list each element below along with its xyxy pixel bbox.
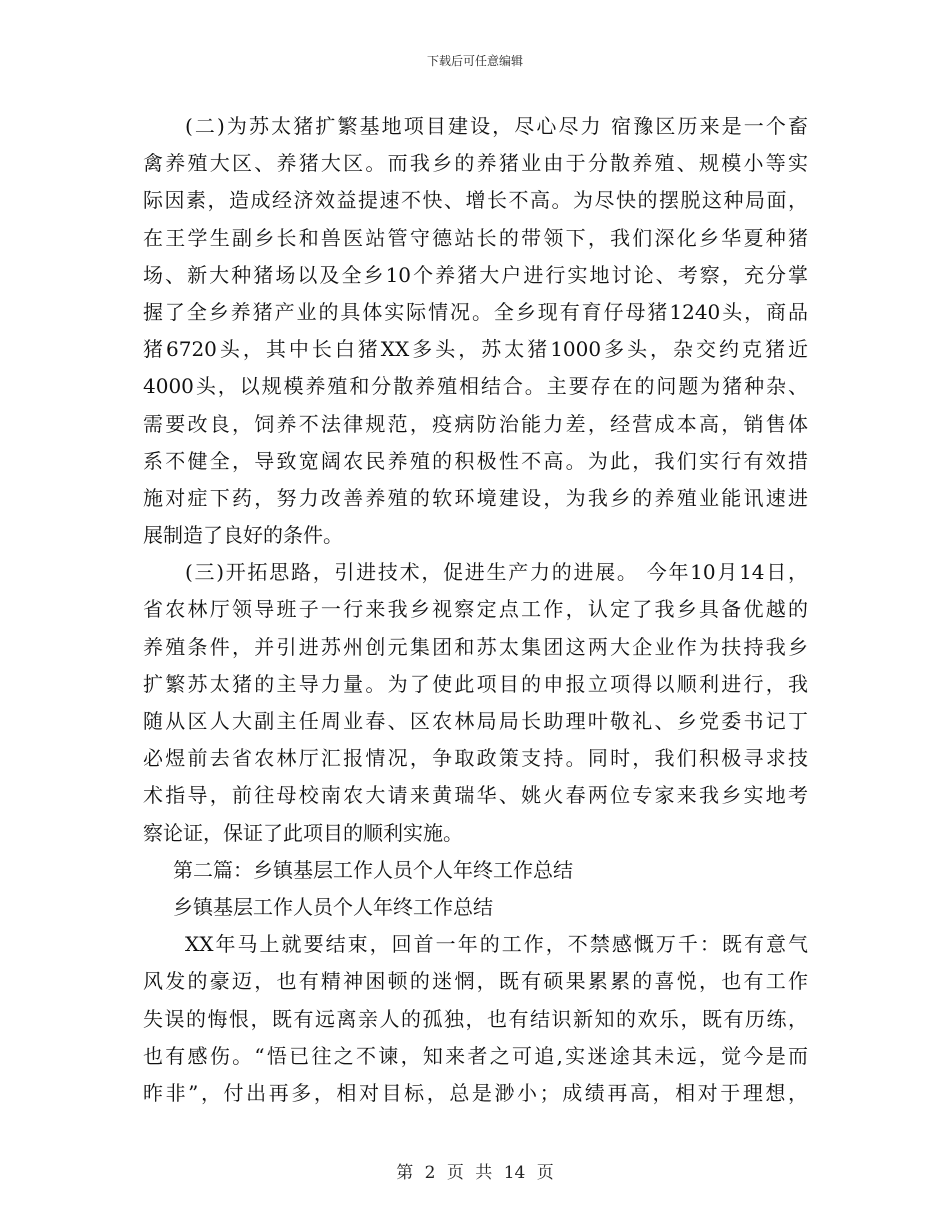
text-line: 猪6720头，其中长白猪XX多头，苏太猪1000多头，杂交约克猪近	[143, 337, 808, 362]
text-line: 也有感伤。“悟已往之不谏，知来者之可追,实迷途其未远，觉今是而	[143, 1043, 808, 1068]
text-line: 系不健全，导致宽阔农民养殖的积极性不高。为此，我们实行有效措	[143, 448, 808, 473]
text-line: 展制造了良好的条件。	[143, 523, 343, 548]
document-body	[143, 108, 808, 1112]
text-line: 在王学生副乡长和兽医站管守德站长的带领下，我们深化乡华夏种猪	[143, 225, 808, 250]
text-line: 必煜前去省农林厅汇报情况，争取政策支持。同时，我们积极寻求技	[143, 746, 808, 771]
text-line: XX年马上就要结束，回首一年的工作，不禁感慨万千：既有意气	[185, 932, 808, 957]
text-line: 养殖条件，并引进苏州创元集团和苏太集团这两大企业作为扶持我乡	[143, 634, 808, 659]
text-line: 扩繁苏太猪的主导力量。为了使此项目的申报立项得以顺利进行，我	[143, 671, 808, 696]
text-line: (二)为苏太猪扩繁基地项目建设，尽心尽力 宿豫区历来是一个畜	[185, 114, 808, 138]
text-line: (三)开拓思路，引进技术，促进生产力的进展。 今年10月14日，	[185, 560, 808, 585]
text-line: 失误的悔恨，既有远离亲人的孤独，也有结识新知的欢乐，既有历练，	[143, 1006, 808, 1031]
text-line: 昨非”，付出再多，相对目标，总是渺小；成绩再高，相对于理想，	[143, 1080, 808, 1105]
text-line: 风发的豪迈，也有精神困顿的迷惘，既有硕果累累的喜悦，也有工作	[143, 969, 808, 994]
page-number-footer: 第 2 页 共 14 页	[396, 1163, 554, 1183]
text-line: 握了全乡养猪产业的具体实际情况。全乡现有育仔母猪1240头，商品	[143, 299, 808, 324]
text-line: 4000头，以规模养殖和分散养殖相结合。主要存在的问题为猪种杂、	[143, 374, 808, 399]
text-line: 施对症下药，努力改善养殖的软环境建设，为我乡的养殖业能讯速进	[143, 485, 808, 510]
section-heading: 第二篇：乡镇基层工作人员个人年终工作总结	[173, 857, 573, 882]
section-subheading: 乡镇基层工作人员个人年终工作总结	[173, 894, 493, 919]
text-line: 需要改良，饲养不法律规范，疫病防治能力差，经营成本高，销售体	[143, 411, 808, 436]
text-line: 场、新大种猪场以及全乡10个养猪大户进行实地讨论、考察，充分掌	[143, 262, 808, 287]
page-header-note: 下载后可任意编辑	[426, 54, 523, 68]
text-line: 察论证，保证了此项目的顺利实施。	[143, 820, 463, 845]
text-line: 际因素，造成经济效益提速不快、增长不高。为尽快的摆脱这种局面，	[143, 188, 808, 213]
text-line: 随从区人大副主任周业春、区农林局局长助理叶敬礼、乡党委书记丁	[143, 709, 808, 733]
text-line: 省农林厅领导班子一行来我乡视察定点工作，认定了我乡具备优越的	[143, 597, 808, 622]
text-line: 术指导，前往母校南农大请来黄瑞华、姚火春两位专家来我乡实地考	[143, 783, 808, 808]
text-line: 禽养殖大区、养猪大区。而我乡的养猪业由于分散养殖、规模小等实	[143, 151, 808, 176]
